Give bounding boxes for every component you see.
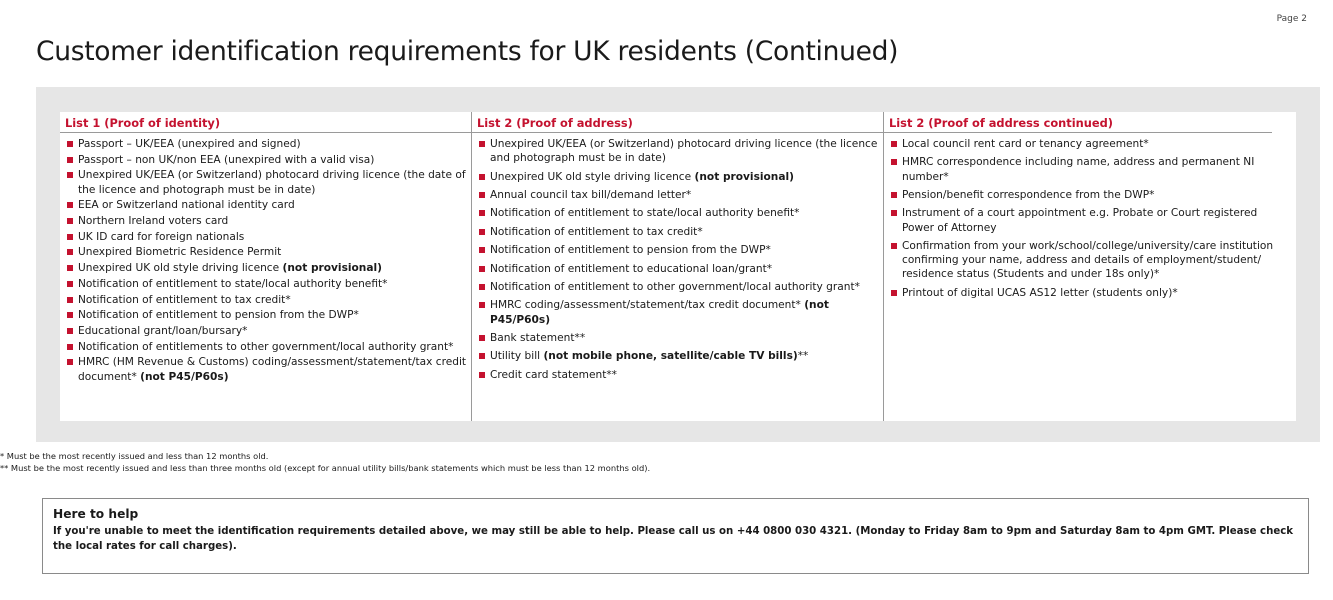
list-item: Printout of digital UCAS AS12 letter (students only)* <box>890 286 1292 300</box>
help-box <box>42 498 1309 574</box>
square-bullet-icon <box>67 297 73 303</box>
list-item: Unexpired Biometric Residence Permit <box>66 245 467 259</box>
page-number: Page 2 <box>1276 14 1307 24</box>
list-item: Notification of entitlement to pension from the DWP* <box>478 243 879 257</box>
square-bullet-icon <box>479 266 485 272</box>
square-bullet-icon <box>891 141 897 147</box>
list-item: Notification of entitlements to other government/local authority grant* <box>66 340 467 354</box>
square-bullet-icon <box>67 141 73 147</box>
list-item: Notification of entitlement to pension from the DWP* <box>66 308 467 322</box>
square-bullet-icon <box>479 174 485 180</box>
list-2-continued-column <box>883 112 1296 421</box>
list-item: Bank statement** <box>478 331 879 345</box>
list-2-column <box>471 112 883 421</box>
square-bullet-icon <box>479 141 485 147</box>
list-item: Notification of entitlement to tax credit* <box>478 225 879 239</box>
square-bullet-icon <box>67 172 73 178</box>
list-2-items <box>472 133 883 382</box>
square-bullet-icon <box>479 372 485 378</box>
list-item: HMRC (HM Revenue & Customs) coding/assessment/statement/tax credit document* (not P45/P60s) <box>66 355 467 383</box>
square-bullet-icon <box>891 159 897 165</box>
list-item: Annual council tax bill/demand letter* <box>478 188 879 202</box>
list-item: Unexpired UK old style driving licence (not provisional) <box>478 170 879 184</box>
help-text: If you're unable to meet the identification requirements detailed above, we may still be able to help. Please call us on +44 0800 030 4321. (Monday to Friday 8am to 9pm and Saturday 8am to 4pm GMT. Please check the local rates for call charges). <box>53 526 1294 552</box>
square-bullet-icon <box>479 247 485 253</box>
footnotes <box>0 450 650 474</box>
list-item: Pension/benefit correspondence from the DWP* <box>890 188 1292 202</box>
list-1-items <box>60 133 471 384</box>
list-item: Passport – non UK/non EEA (unexpired with a valid visa) <box>66 153 467 167</box>
list-item: UK ID card for foreign nationals <box>66 230 467 244</box>
list-item: Northern Ireland voters card <box>66 214 467 228</box>
list-2-continued-items <box>884 133 1296 300</box>
list-item: Confirmation from your work/school/college/university/care institution confirming your name, address and details of employment/student/ residence status (Students and under 18s only)* <box>890 239 1292 282</box>
square-bullet-icon <box>479 210 485 216</box>
list-item: Notification of entitlement to tax credit* <box>66 293 467 307</box>
square-bullet-icon <box>891 243 897 249</box>
footnote-double-asterisk: ** Must be the most recently issued and less than three months old (except for annual utility bills/bank statements which must be less than 12 months old). <box>0 463 651 473</box>
square-bullet-icon <box>67 265 73 271</box>
square-bullet-icon <box>479 284 485 290</box>
list-1-column <box>60 112 471 421</box>
list-item: Passport – UK/EEA (unexpired and signed) <box>66 137 467 151</box>
list-2-continued-heading: List 2 (Proof of address continued) <box>884 112 1272 133</box>
list-item: Unexpired UK/EEA (or Switzerland) photocard driving licence (the date of the licence and photograph must be in date) <box>66 168 467 196</box>
help-title: Here to help <box>53 507 139 521</box>
page-title: Customer identification requirements for UK residents (Continued) <box>36 36 899 67</box>
list-item: Unexpired UK/EEA (or Switzerland) photocard driving licence (the licence and photograph must be in date) <box>478 137 879 165</box>
list-item: Notification of entitlement to state/local authority benefit* <box>66 277 467 291</box>
square-bullet-icon <box>67 281 73 287</box>
square-bullet-icon <box>479 302 485 308</box>
square-bullet-icon <box>479 192 485 198</box>
square-bullet-icon <box>67 202 73 208</box>
list-item: Educational grant/loan/bursary* <box>66 324 467 338</box>
square-bullet-icon <box>891 210 897 216</box>
list-item: Credit card statement** <box>478 368 879 382</box>
square-bullet-icon <box>67 218 73 224</box>
square-bullet-icon <box>67 312 73 318</box>
square-bullet-icon <box>67 157 73 163</box>
list-item: Notification of entitlement to state/local authority benefit* <box>478 206 879 220</box>
square-bullet-icon <box>479 353 485 359</box>
square-bullet-icon <box>479 229 485 235</box>
square-bullet-icon <box>67 328 73 334</box>
square-bullet-icon <box>67 344 73 350</box>
square-bullet-icon <box>891 290 897 296</box>
list-2-heading: List 2 (Proof of address) <box>472 112 883 133</box>
square-bullet-icon <box>67 359 73 365</box>
footnote-single-asterisk: * Must be the most recently issued and less than 12 months old. <box>0 451 269 461</box>
square-bullet-icon <box>67 249 73 255</box>
list-item: Instrument of a court appointment e.g. Probate or Court registered Power of Attorney <box>890 206 1292 234</box>
list-item: HMRC correspondence including name, address and permanent NI number* <box>890 155 1292 183</box>
requirements-panel <box>36 87 1320 442</box>
list-item: Notification of entitlement to educational loan/grant* <box>478 262 879 276</box>
list-1-heading: List 1 (Proof of identity) <box>60 112 471 133</box>
list-item: Utility bill (not mobile phone, satellite/cable TV bills)** <box>478 349 879 363</box>
list-item: EEA or Switzerland national identity card <box>66 198 467 212</box>
square-bullet-icon <box>479 335 485 341</box>
list-item: Local council rent card or tenancy agreement* <box>890 137 1292 151</box>
square-bullet-icon <box>891 192 897 198</box>
list-item: Unexpired UK old style driving licence (not provisional) <box>66 261 467 275</box>
square-bullet-icon <box>67 234 73 240</box>
list-item: HMRC coding/assessment/statement/tax credit document* (not P45/P60s) <box>478 298 879 326</box>
list-item: Notification of entitlement to other government/local authority grant* <box>478 280 879 294</box>
